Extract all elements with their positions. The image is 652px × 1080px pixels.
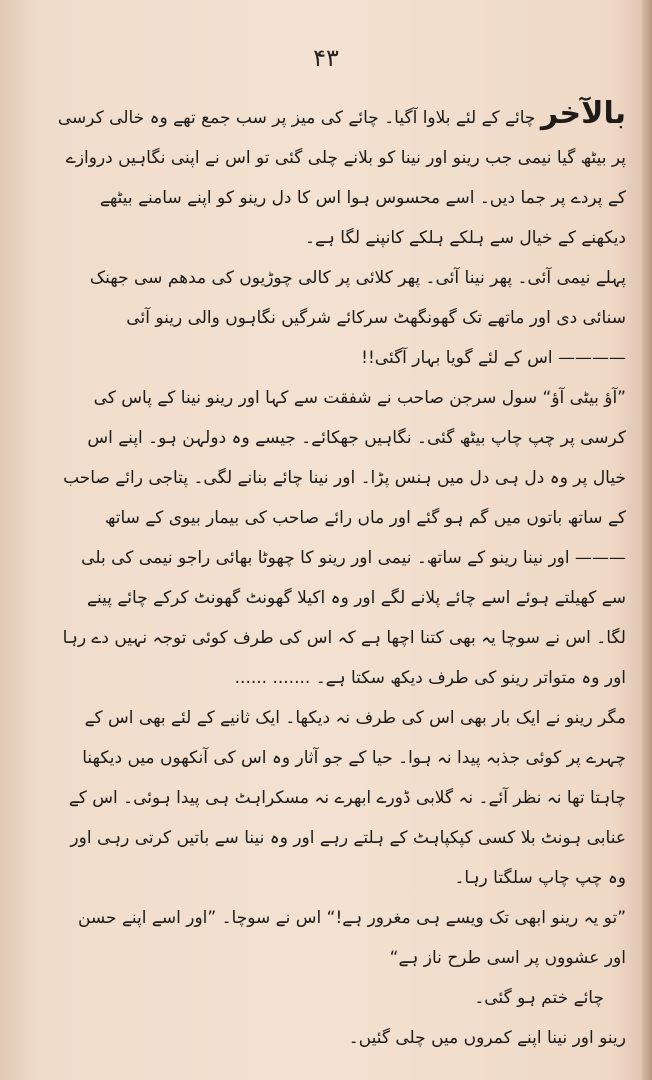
paragraph-7 [54, 1018, 626, 1058]
paragraph-text: ”تو یہ رینو ابھی تک ویسے ہی مغرور ہے!“ اس نے سوچا۔ ”اور اسے اپنے حسن اور عشووں پر اسی طرح ناز ہے“ [77, 908, 626, 968]
paragraph-text: پہلے نیمی آئی۔ پھر نینا آئی۔ پھر کلائی پر کالی چوڑیوں کی مدھم سی جھنک سنائی دی اور ماتھے تک گھونگھٹ سرکائے شرگیں نگاہوں والی رینو آئی ———— اس کے لئے گویا بہار آگئی!! [89, 268, 626, 368]
paragraph-text: مگر رینو نے ایک بار بھی اس کی طرف نہ دیکھا۔ ایک ثانیے کے لئے بھی اس کے چہرے پر کوئی جذبہ پیدا نہ ہوا۔ حیا کے جو آثار وہ اس کی آنکھوں میں دیکھنا چاہتا تھا نہ نظر آئے۔ نہ گلابی ڈورے ابھرے نہ مسکراہٹ ہی پیدا ہوئی۔ اس کے عنابی ہونٹ بلا کسی کپکپاہٹ کے ہلتے رہے اور وہ نینا سے باتیں کرتی رہی اور وہ چپ چاپ سلگتا رہا۔ [68, 708, 626, 888]
page-body [54, 94, 626, 1058]
paragraph-3 [54, 378, 626, 698]
book-spine-shadow [642, 0, 652, 1080]
paragraph-text: چائے کے لئے بلاوا آگیا۔ چائے کی میز پر سب جمع تھے وہ خالی کرسی پر بیٹھ گیا نیمی جب رینو اور نینا کو بلانے چلی گئی تو اس نے اپنی نگاہیں دروازے کے پردے پر جما دیں۔ اسے محسوس ہوا اس کا دل رینو کو اپنے سامنے بیٹھے دیکھنے کے خیال سے ہلکے ہلکے کانپنے لگا ہے۔ [57, 108, 626, 248]
paragraph-text: ”آؤ بیٹی آؤ“ سول سرجن صاحب نے شفقت سے کہا اور رینو نینا کے پاس کی کرسی پر چپ چاپ بیٹھ گئی۔ نگاہیں جھکائے۔ جیسے وہ دولہن ہو۔ اپنے اس خیال پر وہ دل ہی دل میں ہنس پڑا۔ اور نینا چائے بنانے لگی۔ پتاجی رائے صاحب کے ساتھ باتوں میں گم ہو گئے اور ماں رائے صاحب کی بیمار بیوی کے ساتھ ——— اور نینا رینو کے ساتھ۔ نیمی اور رینو کا چھوٹا بھائی راجو نیمی کی بلی سے کھیلتے ہوئے اسے چائے پلانے لگے اور وہ اکیلا گھونٹ گھونٹ کرکے چائے پینے لگا۔ اس نے سوچا یہ بھی کتنا اچھا ہے کہ اس کی طرف کوئی توجہ نہیں دے رہا اور وہ متواتر رینو کی طرف دیکھ سکتا ہے۔ ....... ...... [62, 388, 626, 688]
paragraph-1 [54, 94, 626, 258]
paragraph-4 [54, 698, 626, 898]
paragraph-2 [54, 258, 626, 378]
paragraph-text: چائے ختم ہو گئی۔ [474, 988, 604, 1008]
page-number: ۴۳ [313, 44, 339, 72]
paragraph-text: رینو اور نینا اپنے کمروں میں چلی گئیں۔ [348, 1028, 626, 1048]
paragraph-5 [54, 898, 626, 978]
lead-word: بالآخر [540, 96, 626, 131]
paragraph-6 [54, 978, 626, 1018]
